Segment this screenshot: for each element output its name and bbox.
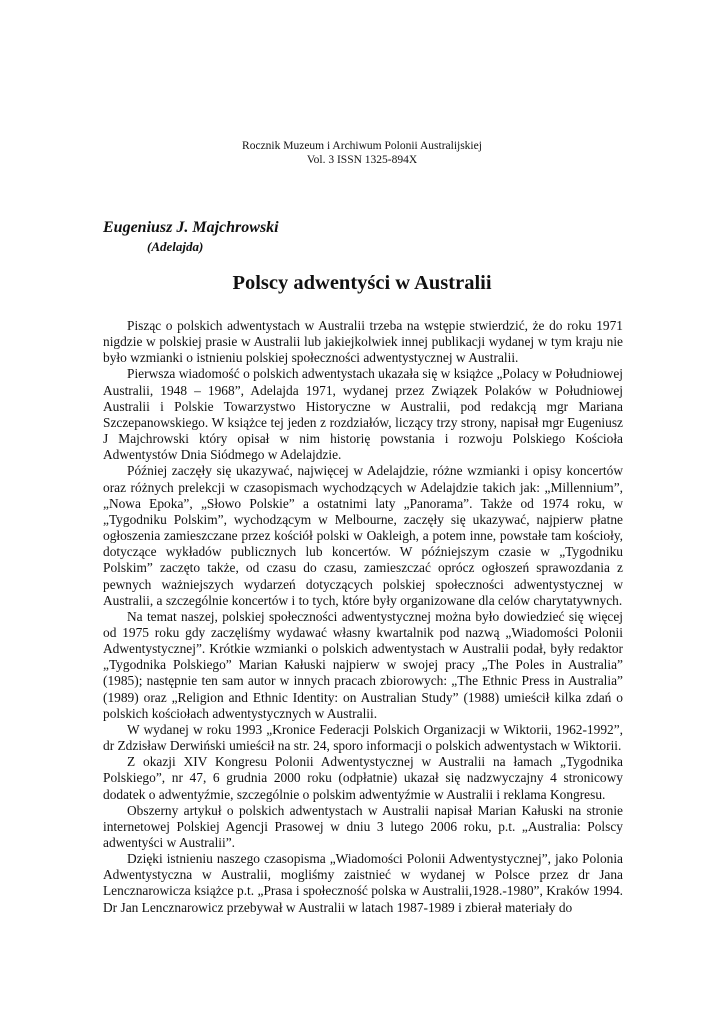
article-body bbox=[103, 318, 623, 916]
paragraph: Z okazji XIV Kongresu Polonii Adwentystycznej w Australii na łamach „Tygodnika Polskiego”, nr 47, 6 grudnia 2000 roku (odpłatnie) ukazał się nadzwyczajny 4 stronicowy dodatek o adwentyźmie, szczególnie o polskim adwentyźmie w Australii i reklama Kongresu. bbox=[103, 754, 623, 802]
author-city: (Adelajda) bbox=[147, 239, 204, 254]
paragraph: Pierwsza wiadomość o polskich adwentystach ukazała się w książce „Polacy w Południowej Australii, 1948 – 1968”, Adelajda 1971, wydanej przez Związek Polaków w Południowej Australii i Polskie Towarzystwo Historyczne w Australii, pod redakcją mgr Mariana Szczepanowskiego. W książce tej jeden z rozdziałów, liczący trzy strony, napisał mgr Eugeniusz J Majchrowski który opisał w nim historię powstania i rozwoju Polskiego Kościoła Adwentystów Dnia Siódmego w Adelajdzie. bbox=[103, 366, 623, 463]
paragraph: Pisząc o polskich adwentystach w Australii trzeba na wstępie stwierdzić, że do roku 1971 nigdzie w polskiej prasie w Australii lub jakiejkolwiek innej publikacji wydanej w tym kraju nie było wzmianki o istnieniu polskiej społeczności adwentystycznej w Australii. bbox=[103, 318, 623, 366]
article-title: Polscy adwentyści w Australii bbox=[232, 272, 492, 294]
author-block bbox=[103, 218, 279, 255]
paragraph: Później zaczęły się ukazywać, najwięcej w Adelajdzie, różne wzmianki i opisy koncertów oraz różnych prelekcji w czasopismach wychodzących w Adelajdzie takich jak: „Millennium”, „Nowa Epoka”, „Słowo Polskie” a ostatnimi laty „Panorama”. Także od 1974 roku, w „Tygodniku Polskim”, wychodzącym w Melbourne, zaczęły się ukazywać, najpierw płatne ogłoszenia zamieszczane przez kościół polski w Oakleigh, a potem inne, powstałe tam kościoły, dotyczące wykładów publicznych lub koncertów. W późniejszym czasie w „Tygodniku Polskim” zaczęto także, od czasu do czasu, zamieszczać oprócz ogłoszeń sprawozdania z pewnych ważniejszych wydarzeń dotyczących polskiej społeczności adwentystycznej w Australii, a szczególnie koncertów i to tych, które były organizowane dla celów charytatywnych. bbox=[103, 463, 623, 608]
author-name: Eugeniusz J. Majchrowski bbox=[103, 219, 279, 236]
paragraph: Na temat naszej, polskiej społeczności adwentystycznej można było dowiedzieć się więcej od 1975 roku gdy zaczęliśmy wydawać własny kwartalnik pod nazwą „Wiadomości Polonii Adwentystycznej”. Krótkie wzmianki o polskich adwentystach w Australii podał, były redaktor „Tygodnika Polskiego” Marian Kałuski najpierw w swojej pracy „The Poles in Australia” (1985); następnie ten sam autor w innych pracach zbiorowych: „The Ethnic Press in Australia” (1989) oraz „Religion and Ethnic Identity: on Australian Study” (1988) umieścił kilka zdań o polskich kościołach adwentystycznych w Australii. bbox=[103, 608, 623, 721]
journal-volume-issn: Vol. 3 ISSN 1325-894X bbox=[306, 154, 418, 166]
paragraph: Dzięki istnieniu naszego czasopisma „Wiadomości Polonii Adwentystycznej”, jako Polonia Adwentystyczna w Australii, mogliśmy zaistnieć w wydanej w Polsce przez dr Jana Lencznarowicza książce p.t. „Prasa i społeczność polska w Australii,1928.-1980”, Kraków 1994. Dr Jan Lencznarowicz przebywał w Australii w latach 1987-1989 i zbierał materiały do bbox=[103, 851, 623, 915]
journal-header bbox=[0, 139, 724, 167]
paragraph: W wydanej w roku 1993 „Kronice Federacji Polskich Organizacji w Wiktorii, 1962-1992”, dr Zdzisław Derwiński umieścił na str. 24, sporo informacji o polskich adwentystach w Wiktorii. bbox=[103, 721, 623, 754]
paragraph: Obszerny artykuł o polskich adwentystach w Australii napisał Marian Kałuski na stronie internetowej Polskiej Agencji Prasowej w dniu 3 lutego 2006 roku, p.t. „Australia: Polscy adwentyści w Australii”. bbox=[103, 802, 623, 850]
journal-name: Rocznik Muzeum i Archiwum Polonii Australijskiej bbox=[242, 140, 482, 152]
